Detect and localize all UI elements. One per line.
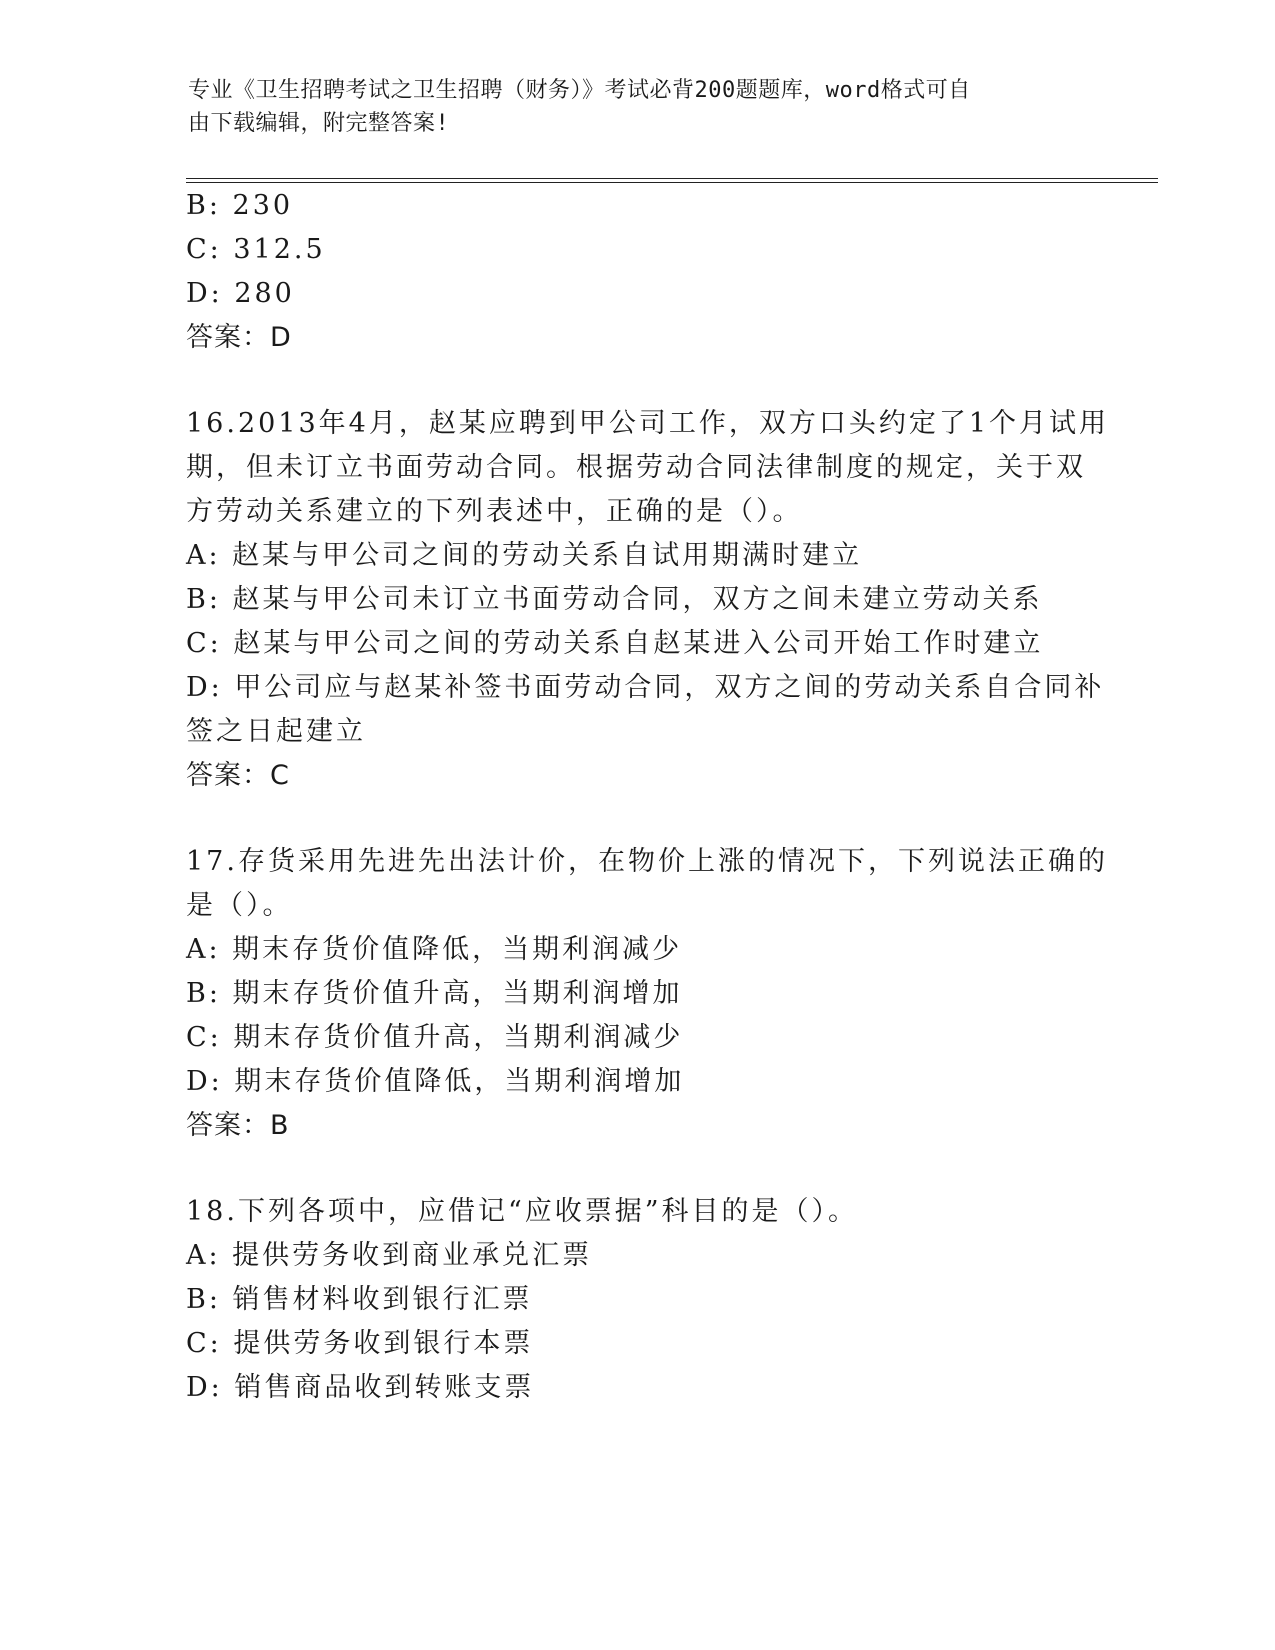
q17-stem-line-2: 是（）。 (186, 890, 293, 921)
q17-option-a: A: 期末存货价值降低，当期利润减少 (186, 934, 683, 965)
q17-option-d: D: 期末存货价值降低，当期利润增加 (186, 1066, 685, 1097)
q17-option-b: B: 期末存货价值升高，当期利润增加 (186, 978, 683, 1009)
q16-answer: 答案：C (186, 760, 290, 791)
q16-stem-line-2: 期，但未订立书面劳动合同。根据劳动合同法律制度的规定，关于双 (186, 452, 1086, 483)
header-line-1: 专业《卫生招聘考试之卫生招聘（财务）》考试必背200题题库，word格式可自 (188, 78, 971, 103)
header-line-2: 由下载编辑，附完整答案! (188, 111, 450, 136)
q15-option-b: B: 230 (186, 190, 294, 221)
q18-stem: 18.下列各项中，应借记“应收票据”科目的是（）。 (186, 1196, 859, 1227)
q16-option-c: C: 赵某与甲公司之间的劳动关系自赵某进入公司开始工作时建立 (186, 628, 1044, 659)
q17-stem-line-1: 17.存货采用先进先出法计价，在物价上涨的情况下，下列说法正确的 (186, 846, 1108, 877)
q16-option-b: B: 赵某与甲公司未订立书面劳动合同，双方之间未建立劳动关系 (186, 584, 1043, 615)
q15-option-d: D: 280 (186, 278, 295, 309)
header-divider (186, 178, 1158, 183)
q16-stem-line-1: 16.2013年4月，赵某应聘到甲公司工作，双方口头约定了1个月试用 (186, 408, 1110, 439)
q18-option-c: C: 提供劳务收到银行本票 (186, 1328, 534, 1359)
q17-answer: 答案：B (186, 1110, 290, 1141)
q17-option-c: C: 期末存货价值升高，当期利润减少 (186, 1022, 684, 1053)
q16-option-a: A: 赵某与甲公司之间的劳动关系自试用期满时建立 (186, 540, 863, 571)
q18-option-a: A: 提供劳务收到商业承兑汇票 (186, 1240, 593, 1271)
q18-option-b: B: 销售材料收到银行汇票 (186, 1284, 533, 1315)
q18-option-d: D: 销售商品收到转账支票 (186, 1372, 535, 1403)
q16-stem-line-3: 方劳动关系建立的下列表述中，正确的是（）。 (186, 496, 803, 527)
q15-answer: 答案：D (186, 322, 292, 353)
q16-option-d-line-1: D: 甲公司应与赵某补签书面劳动合同，双方之间的劳动关系自合同补 (186, 672, 1105, 703)
q16-option-d-line-2: 签之日起建立 (186, 716, 366, 747)
q15-option-c: C: 312.5 (186, 234, 326, 265)
document-header (188, 74, 1088, 140)
